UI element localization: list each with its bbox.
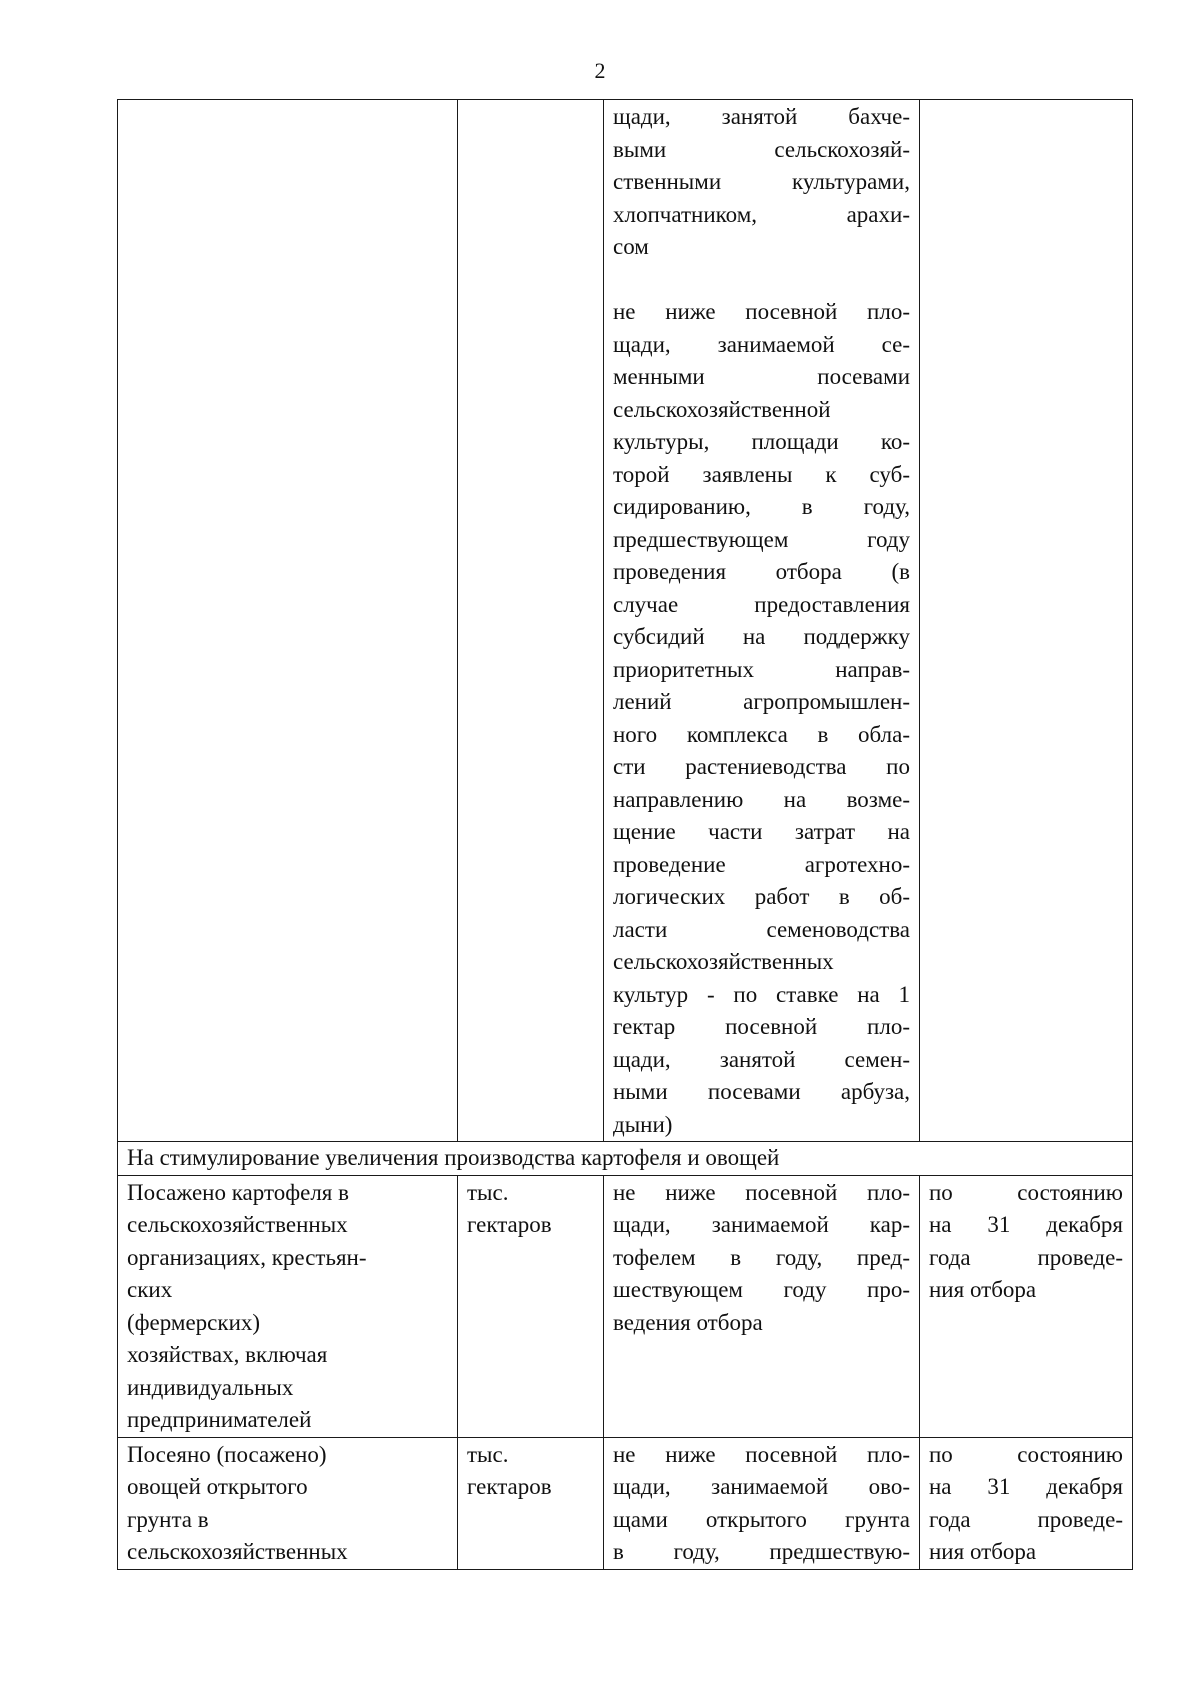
table-row xyxy=(118,1175,1133,1437)
text-line: ния отбора xyxy=(929,1277,1037,1302)
date-cell xyxy=(920,1175,1133,1437)
text-line: ственными культурами, xyxy=(613,169,910,194)
text-line: гектаров xyxy=(467,1212,552,1237)
text-line: гектаров xyxy=(467,1474,552,1499)
indicator-cell xyxy=(118,1175,458,1437)
text-line: щади, занимаемой се- xyxy=(613,331,910,357)
indicator-cell xyxy=(118,1437,458,1569)
text-line: сельскохозяйственных xyxy=(127,1539,348,1564)
text-line: Посажено картофеля в xyxy=(127,1179,349,1205)
text-line: года проведе- xyxy=(929,1244,1123,1270)
value-cell xyxy=(604,1175,920,1437)
text-line: щади, занимаемой ово- xyxy=(613,1474,910,1499)
text-line: хозяйствах, включая xyxy=(127,1342,328,1367)
text-line: тофелем в году, пред- xyxy=(613,1244,910,1270)
text-line: логических работ в об- xyxy=(613,884,910,909)
text-line: ния отбора xyxy=(929,1539,1037,1564)
text-line: культур - по ставке на 1 xyxy=(613,981,910,1007)
text-line: выми сельскохозяй- xyxy=(613,136,910,162)
text-line: организациях, крестьян- xyxy=(127,1244,367,1270)
text-line: грунта в xyxy=(127,1506,209,1532)
date-cell-empty xyxy=(920,100,1133,1142)
text-line: менными посевами xyxy=(613,364,910,389)
text-line: сом xyxy=(613,234,649,259)
unit-cell xyxy=(458,1437,604,1569)
text-line: щади, занятой семен- xyxy=(613,1046,910,1072)
text-line: не ниже посевной пло- xyxy=(613,1179,910,1205)
text-line: (фермерских) xyxy=(127,1309,261,1335)
text-line: щами открытого грунта xyxy=(613,1506,910,1532)
text-line: в году, предшествую- xyxy=(613,1539,910,1564)
indicator-cell-empty xyxy=(118,100,458,1142)
text-line: сидированию, в году, xyxy=(613,494,910,519)
text-line: Посеяно (посажено) xyxy=(127,1441,327,1467)
text-line: не ниже посевной пло- xyxy=(613,1441,910,1467)
text-line: щади, занятой бахче- xyxy=(613,104,910,129)
text-line: ного комплекса в обла- xyxy=(613,721,910,747)
text-line: не ниже посевной пло- xyxy=(613,299,910,324)
text-line: сельскохозяйственных xyxy=(127,1212,348,1237)
unit-cell-empty xyxy=(458,100,604,1142)
paragraph-gap xyxy=(613,264,910,297)
text-line: на 31 декабря xyxy=(929,1212,1123,1237)
text-line: щади, занимаемой кар- xyxy=(613,1212,910,1237)
table-row-continuation xyxy=(118,100,1133,1142)
text-line: шествующем году про- xyxy=(613,1277,910,1302)
text-line: случае предоставления xyxy=(613,591,910,617)
text-line: ведения отбора xyxy=(613,1309,763,1335)
text-line: приоритетных направ- xyxy=(613,656,910,682)
text-line: тыс. xyxy=(467,1179,509,1205)
text-line: ских xyxy=(127,1277,173,1302)
text-line: субсидий на поддержку xyxy=(613,624,910,649)
criteria-table xyxy=(117,99,1133,1570)
value-cell-continuation xyxy=(604,100,920,1142)
text-line: направлению на возме- xyxy=(613,786,910,812)
table-row xyxy=(118,1437,1133,1569)
section-heading-row xyxy=(118,1142,1133,1176)
text-line: сельскохозяйственной xyxy=(613,396,831,422)
page-number: 2 xyxy=(594,58,606,83)
text-line: ными посевами арбуза, xyxy=(613,1079,910,1104)
unit-cell xyxy=(458,1175,604,1437)
text-line: торой заявлены к суб- xyxy=(613,461,910,487)
text-line: предпринимателей xyxy=(127,1407,312,1432)
text-line: щение части затрат на xyxy=(613,819,910,844)
text-line: культуры, площади ко- xyxy=(613,429,910,454)
text-line: на 31 декабря xyxy=(929,1474,1123,1499)
text-line: сельскохозяйственных xyxy=(613,949,834,974)
text-line: тыс. xyxy=(467,1441,509,1467)
text-line: ласти семеноводства xyxy=(613,916,910,942)
value-cell xyxy=(604,1437,920,1569)
text-line: проведение агротехно- xyxy=(613,851,910,877)
text-line: дыни) xyxy=(613,1111,673,1137)
text-line: хлопчатником, арахи- xyxy=(613,201,910,227)
text-line: гектар посевной пло- xyxy=(613,1014,910,1039)
text-line: овощей открытого xyxy=(127,1474,308,1499)
text-line: проведения отбора (в xyxy=(613,559,910,584)
text-line: сти растениеводства по xyxy=(613,754,910,779)
text-line: индивидуальных xyxy=(127,1374,294,1400)
text-line: предшествующем году xyxy=(613,526,910,552)
date-cell xyxy=(920,1437,1133,1569)
text-line: года проведе- xyxy=(929,1506,1123,1532)
text-line: по состоянию xyxy=(929,1179,1123,1205)
section-heading: На стимулирование увеличения производства картофеля и овощей xyxy=(118,1142,1133,1176)
text-line: лений агропромышлен- xyxy=(613,689,910,714)
text-line: по состоянию xyxy=(929,1441,1123,1467)
